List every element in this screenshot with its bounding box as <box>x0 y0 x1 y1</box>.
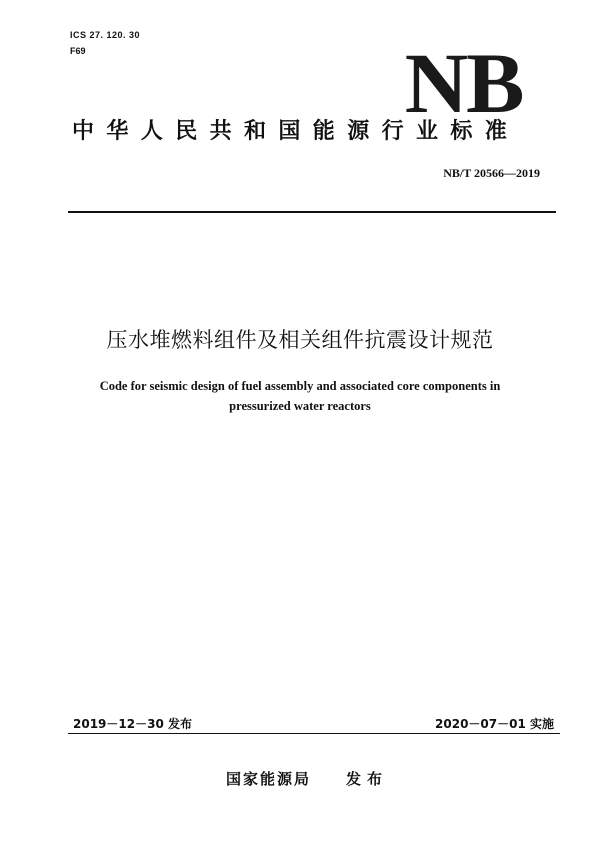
footer-divider <box>68 733 560 734</box>
header-divider <box>68 211 556 213</box>
standard-logo: NB <box>404 35 522 131</box>
ccs-code: F69 <box>70 46 86 56</box>
ics-code: ICS 27. 120. 30 <box>70 30 141 40</box>
release-date: 2019－12－30 发布 <box>73 717 192 731</box>
document-title-english <box>60 376 540 416</box>
issuing-authority: 国家能源局 <box>226 770 312 788</box>
document-title-chinese: 压水堆燃料组件及相关组件抗震设计规范 <box>106 328 494 352</box>
standard-number: NB/T 20566—2019 <box>443 166 540 180</box>
issued-label: 发布 <box>346 770 389 788</box>
standard-category: 中华人民共和国能源行业标准 <box>72 119 520 144</box>
english-title-line-2: pressurized water reactors <box>229 399 371 413</box>
english-title-line-1: Code for seismic design of fuel assembly and associated core components in <box>99 379 501 393</box>
implementation-date: 2020－07－01 实施 <box>435 717 554 731</box>
